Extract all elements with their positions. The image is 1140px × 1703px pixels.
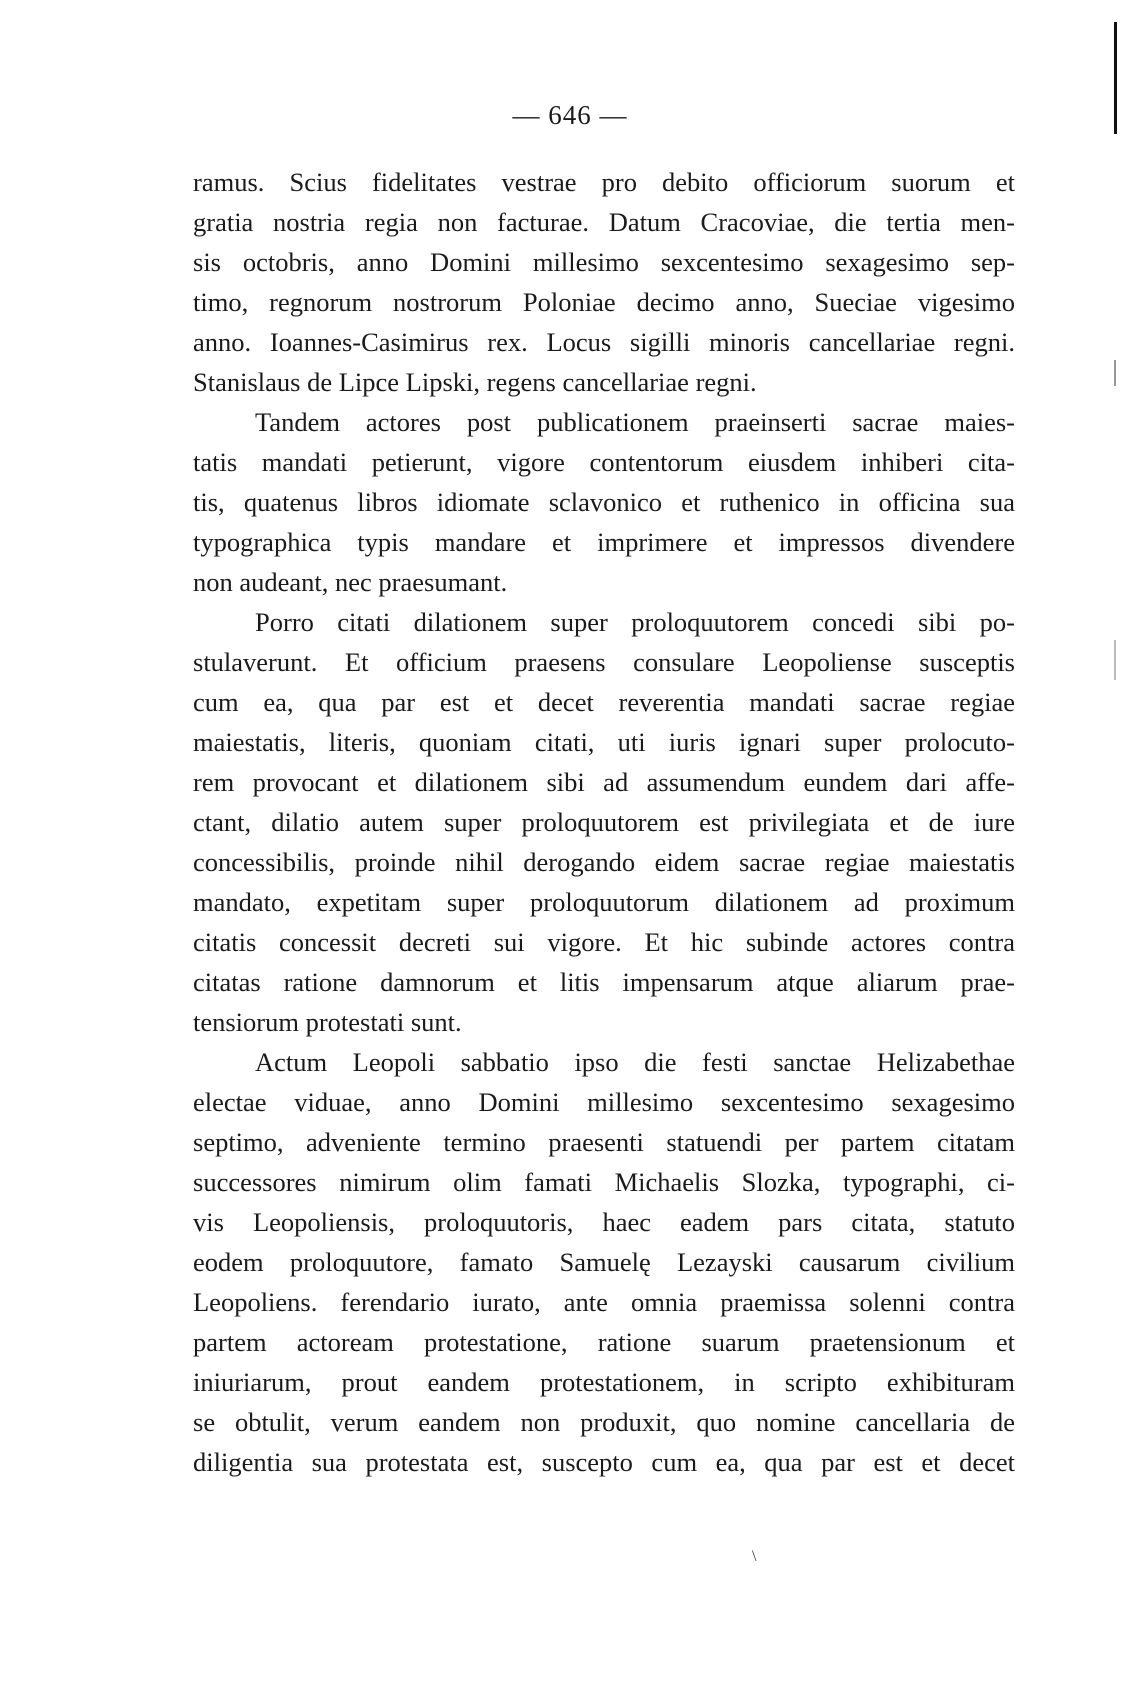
stray-ink-mark: \ [752,1548,757,1565]
text-line: tis, quatenus libros idiomate sclavonico et ruthenico in officina sua [193,487,1015,517]
text-line: gratia nostria regia non facturae. Datum Cracoviae, die tertia men- [193,207,1015,237]
text-line: ramus. Scius fidelitates vestrae pro debito officiorum suorum et [193,167,1015,197]
text-line: eodem proloquutore, famato Samuelę Lezayski causarum civilium [193,1247,1015,1277]
page-edge-mark [1114,360,1116,386]
text-line: stulaverunt. Et officium praesens consulare Leopoliense susceptis [193,647,1015,677]
text-line: typographica typis mandare et imprimere et impressos divendere [193,527,1015,557]
text-line: mandato, expetitam super proloquutorum dilationem ad proximum [193,887,1015,917]
text-line: diligentia sua protestata est, suscepto cum ea, qua par est et decet [193,1447,1015,1477]
text-line: cum ea, qua par est et decet reverentia mandati sacrae regiae [193,687,1015,717]
text-line: timo, regnorum nostrorum Poloniae decimo anno, Sueciae vigesimo [193,287,1015,317]
text-line: ctant, dilatio autem super proloquutorem est privilegiata et de iure [193,807,1015,837]
text-line: citatis concessit decreti sui vigore. Et hic subinde actores contra [193,927,1015,957]
page-number: — 646 — [512,100,628,130]
text-line: iniuriarum, prout eandem protestationem, in scripto exhibituram [193,1367,1015,1397]
page-edge-mark [1114,640,1116,680]
text-line: rem provocant et dilationem sibi ad assumendum eundem dari affe- [193,767,1015,797]
text-line: citatas ratione damnorum et litis impensarum atque aliarum prae- [193,967,1015,997]
text-line: Tandem actores post publicationem praeinserti sacrae maies- [255,407,1015,437]
text-line: vis Leopoliensis, proloquutoris, haec eadem pars citata, statuto [193,1207,1015,1237]
text-line: concessibilis, proinde nihil derogando eidem sacrae regiae maiestatis [193,847,1015,877]
text-line: successores nimirum olim famati Michaelis Slozka, typographi, ci- [193,1167,1015,1197]
text-line: electae viduae, anno Domini millesimo sexcentesimo sexagesimo [193,1087,1015,1117]
body-text [193,162,1015,1482]
text-line: se obtulit, verum eandem non produxit, quo nomine cancellaria de [193,1407,1015,1437]
text-line: Porro citati dilationem super proloquutorem concedi sibi po- [255,607,1015,637]
text-line: Stanislaus de Lipce Lipski, regens cancellariae regni. [193,367,757,397]
text-line: anno. Ioannes-Casimirus rex. Locus sigilli minoris cancellariae regni. [193,327,1015,357]
text-line: non audeant, nec praesumant. [193,567,508,597]
text-line: Actum Leopoli sabbatio ipso die festi sanctae Helizabethae [255,1047,1015,1077]
text-line: tatis mandati petierunt, vigore contentorum eiusdem inhiberi cita- [193,447,1015,477]
text-line: partem actoream protestatione, ratione suarum praetensionum et [193,1327,1015,1357]
text-line: tensiorum protestati sunt. [193,1007,462,1037]
text-line: Leopoliens. ferendario iurato, ante omnia praemissa solenni contra [193,1287,1015,1317]
text-line: maiestatis, literis, quoniam citati, uti iuris ignari super prolocuto- [193,727,1015,757]
text-line: sis octobris, anno Domini millesimo sexcentesimo sexagesimo sep- [193,247,1015,277]
text-line: septimo, adveniente termino praesenti statuendi per partem citatam [193,1127,1015,1157]
